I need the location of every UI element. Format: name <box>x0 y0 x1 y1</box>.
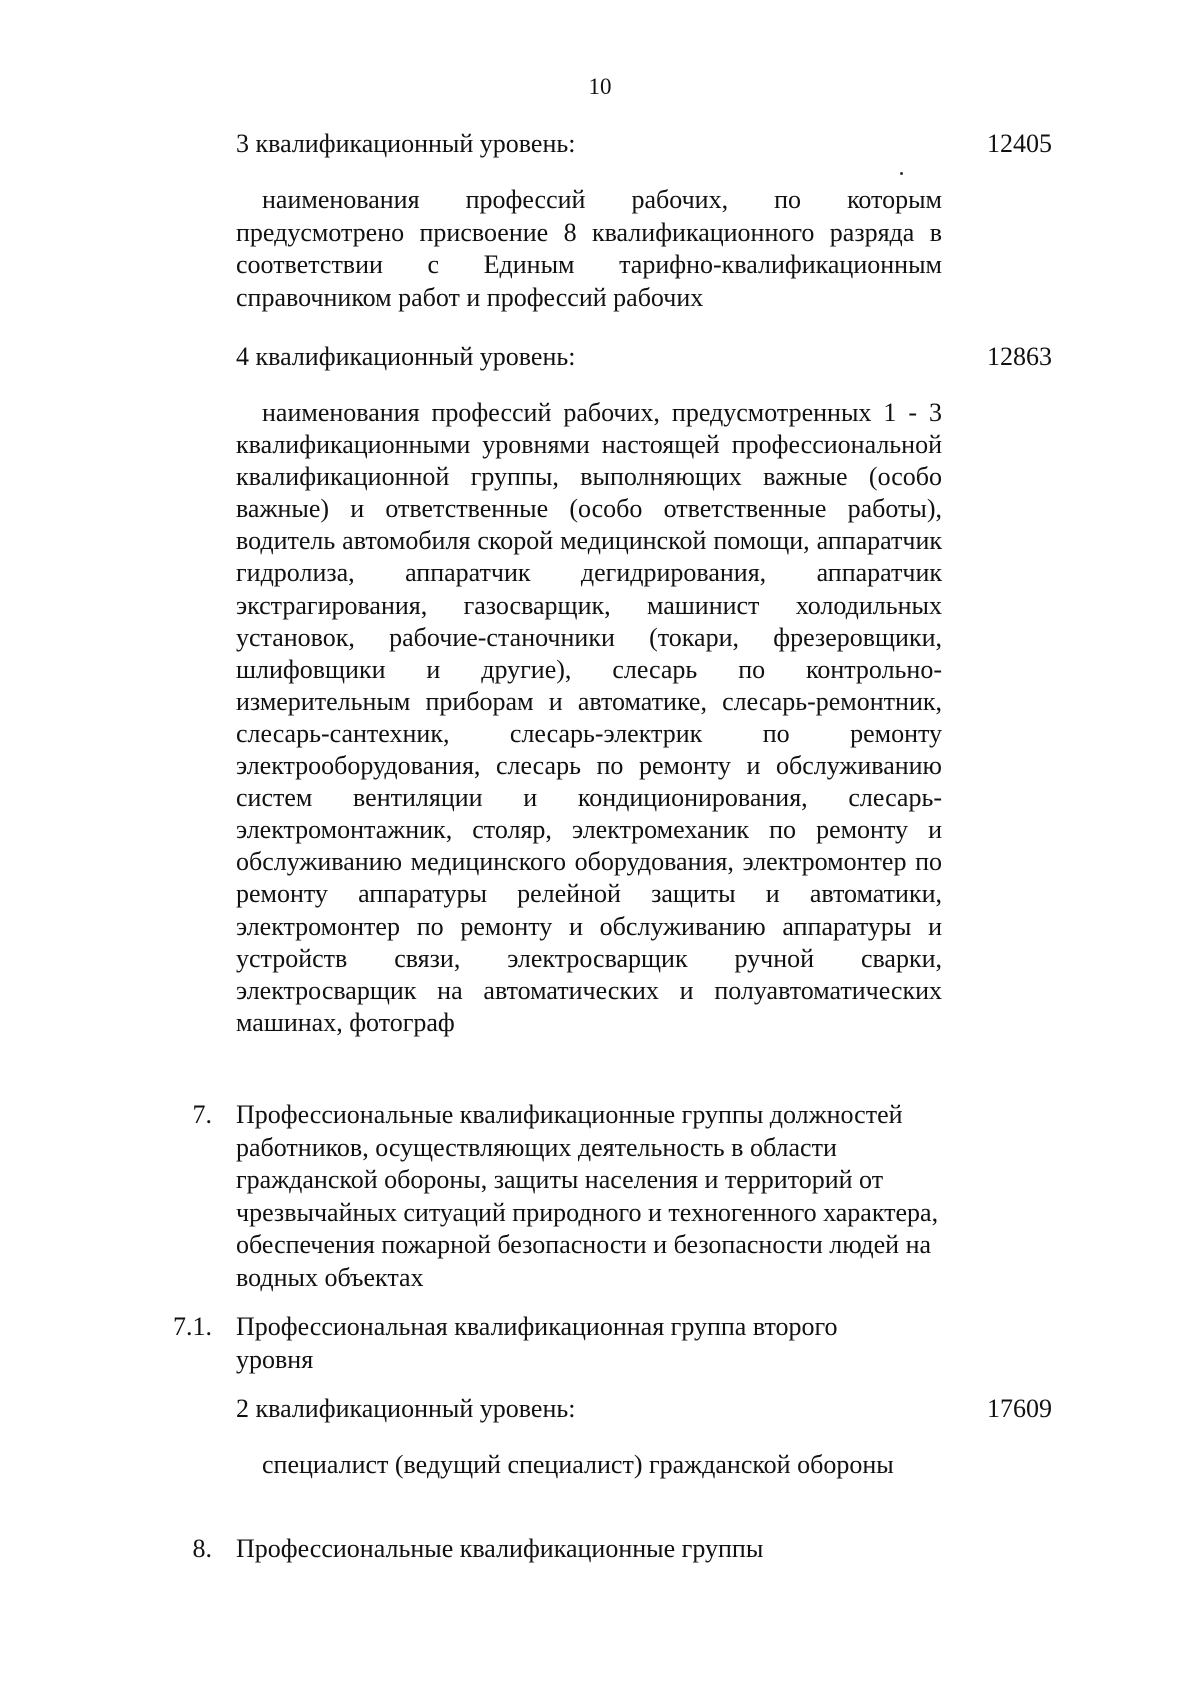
section-7-1-number: 7.1. <box>173 1312 212 1341</box>
scan-speck <box>900 172 903 175</box>
section-8-number: 8. <box>192 1534 212 1563</box>
page-number: 10 <box>588 74 612 99</box>
level-3-description: наименования профессий рабочих, по которым предусмотрено присвоение 8 квалификационного разряда в соответствии с Единым тарифно-квалификационным справочником работ и профессий рабочих <box>236 185 942 312</box>
level-2-label: 2 квалификационный уровень: <box>236 1394 576 1423</box>
section-7-title: Профессиональные квалификационные группы должностей работников, осуществляющих деятельность в области гражданской обороны, защиты населения и территорий от чрезвычайных ситуаций природного и техногенного характера, обеспечения пожарной безопасности и безопасности людей на водных объектах <box>236 1100 939 1292</box>
level-3-amount: 12405 <box>987 129 1052 158</box>
level-4-amount: 12863 <box>987 342 1052 371</box>
section-8-title: Профессиональные квалификационные группы <box>236 1534 764 1563</box>
level-3-label: 3 квалификационный уровень: <box>236 129 576 158</box>
section-7-1-title: Профессиональная квалификационная группа второго уровня <box>236 1312 838 1374</box>
level-2-amount: 17609 <box>987 1394 1052 1423</box>
section-7-number: 7. <box>192 1100 212 1129</box>
level-4-label: 4 квалификационный уровень: <box>236 342 576 371</box>
level-4-description: наименования профессий рабочих, предусмотренных 1 - 3 квалификационными уровнями настоящей профессиональной квалификационной группы, выполняющих важные (особо важные) и ответственные (особо ответственные работы), водитель автомобиля скорой медицинской помощи, аппаратчик гидролиза, аппаратчик дегидрирования, аппаратчик экстрагирования, газосварщик, машинист холодильных установок, рабочие-станочники (токари, фрезеровщики, шлифовщики и другие), слесарь по контрольно-измерительным приборам и автоматике, слесарь-ремонтник, слесарь-сантехник, слесарь-электрик по ремонту электрооборудования, слесарь по ремонту и обслуживанию систем вентиляции и кондиционирования, слесарь-электромонтажник, столяр, электромеханик по ремонту и обслуживанию медицинского оборудования, электромонтер по ремонту аппаратуры релейной защиты и автоматики, электромонтер по ремонту и обслуживанию аппаратуры и устройств связи, электросварщик ручной сварки, электросварщик на автоматических и полуавтоматических машинах, фотограф <box>236 398 942 1037</box>
level-2-description: специалист (ведущий специалист) гражданской обороны <box>262 1450 894 1479</box>
